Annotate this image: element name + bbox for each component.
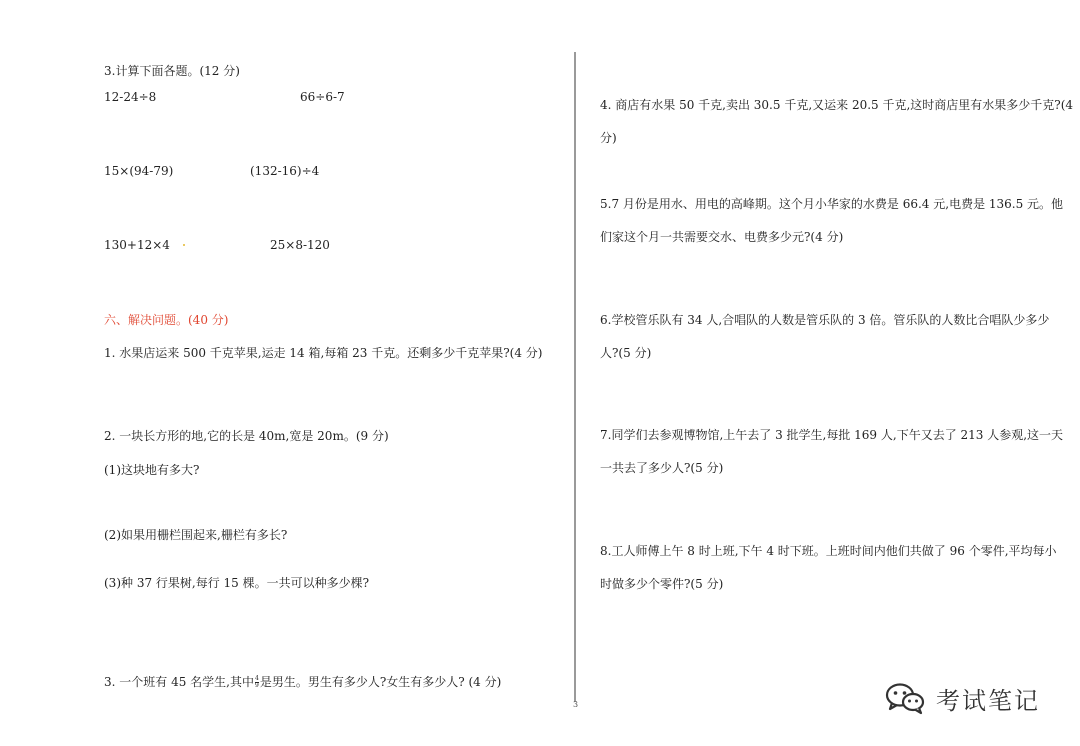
- question-7-line-2: 一共去了多少人?(5 分): [600, 461, 724, 475]
- stray-dot: [183, 244, 185, 246]
- question-2-part-2: (2)如果用栅栏围起来,栅栏有多长?: [104, 528, 288, 542]
- question-3: [104, 675, 501, 689]
- question-8-line-2: 时做多少个零件?(5 分): [600, 577, 724, 591]
- calc-item-5: 130+12×4: [104, 238, 170, 252]
- question-5-line-2: 们家这个月一共需要交水、电费多少元?(4 分): [600, 230, 844, 244]
- calc-item-2: 66÷6-7: [300, 90, 345, 104]
- calc-item-6: 25×8-120: [270, 238, 330, 252]
- question-3-text-end: 是男生。男生有多少人?女生有多少人? (4 分): [259, 675, 502, 689]
- question-6-line-1: 6.学校管乐队有 34 人,合唱队的人数是管乐队的 3 倍。管乐队的人数比合唱队少多少: [600, 313, 1050, 327]
- fraction: [255, 676, 259, 689]
- question-1: 1. 水果店运来 500 千克苹果,运走 14 箱,每箱 23 千克。还剩多少千克苹果?(4 分): [104, 346, 543, 360]
- question-3-text-start: 3. 一个班有 45 名学生,其中: [104, 675, 254, 689]
- question-4-line-2: 分): [600, 131, 617, 145]
- page-number: 3: [573, 700, 579, 709]
- fraction-numerator: 4: [254, 675, 259, 682]
- wechat-icon: [884, 681, 926, 715]
- question-7-line-1: 7.同学们去参观博物馆,上午去了 3 批学生,每批 169 人,下午又去了 213 人参观,这一天: [600, 428, 1064, 442]
- calc-item-4: (132-16)÷4: [250, 164, 320, 178]
- question-2: 2. 一块长方形的地,它的长是 40m,宽是 20m。(9 分): [104, 429, 389, 443]
- calc-section-title: 3.计算下面各题。(12 分): [104, 64, 240, 78]
- question-8-line-1: 8.工人师傅上午 8 时上班,下午 4 时下班。上班时间内他们共做了 96 个零件,平均每小: [600, 544, 1057, 558]
- fraction-denominator: 9: [254, 682, 259, 689]
- watermark: [884, 678, 1040, 718]
- question-5-line-1: 5.7 月份是用水、用电的高峰期。这个月小华家的水费是 66.4 元,电费是 136.5 元。他: [600, 197, 1064, 211]
- watermark-text: 考试笔记: [936, 686, 1040, 715]
- question-2-part-1: (1)这块地有多大?: [104, 463, 200, 477]
- question-2-part-3: (3)种 37 行果树,每行 15 棵。一共可以种多少棵?: [104, 576, 370, 590]
- question-4-line-1: 4. 商店有水果 50 千克,卖出 30.5 千克,又运来 20.5 千克,这时商店里有水果多少千克?(4: [600, 98, 1074, 112]
- section-six-title: 六、解决问题。(40 分): [104, 313, 229, 327]
- calc-item-3: 15×(94-79): [104, 164, 174, 178]
- question-6-line-2: 人?(5 分): [600, 346, 652, 360]
- calc-item-1: 12-24÷8: [104, 90, 157, 104]
- column-divider: [574, 52, 576, 702]
